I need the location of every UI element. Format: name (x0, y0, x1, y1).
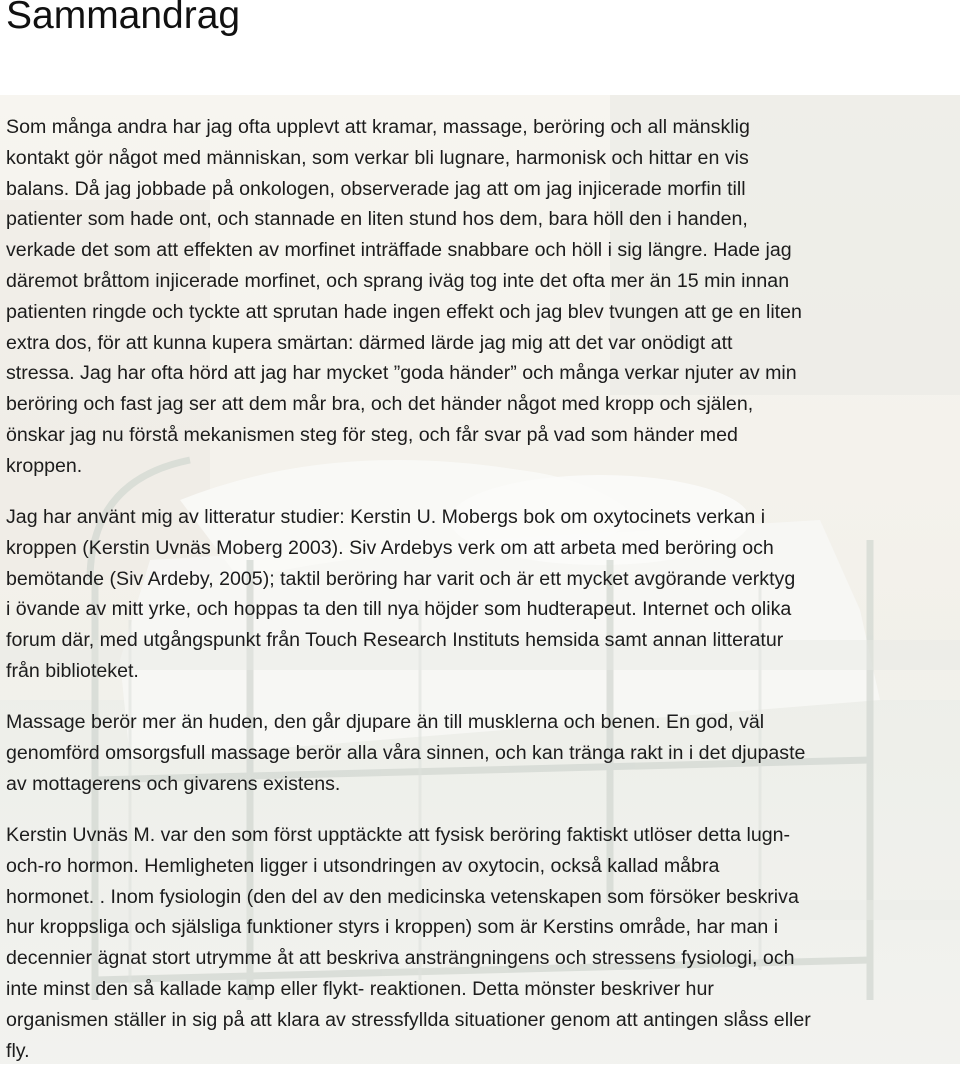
paragraph-method (6, 502, 956, 687)
text-line: kroppen. (6, 454, 83, 477)
text-line: stressa. Jag har ofta hörd att jag har mycket ”goda händer” och många verkar njuter av min (6, 362, 797, 385)
text-line: Som många andra har jag ofta upplevt att kramar, massage, beröring och all mänsklig (6, 116, 750, 138)
page-title: Sammandrag (6, 0, 241, 37)
text-line: organismen ställer in sig på att klara av stressfyllda situationer genom att antingen slåss eller (6, 1008, 811, 1031)
text-line: däremot bråttom injicerade morfinet, och sprang iväg tog inte det ofta mer än 15 min innan (6, 269, 790, 292)
paragraph-oxytocin (6, 820, 956, 1066)
text-line: balans. Då jag jobbade på onkologen, observerade jag att om jag injicerade morfin till (6, 177, 746, 200)
text-line: av mottagerens och givarens existens. (6, 772, 341, 795)
paragraph-intro (6, 112, 956, 482)
text-line: hur kroppsliga och själsliga funktioner styrs i kroppen) som är Kerstins område, har man i (6, 916, 779, 939)
text-line: Jag har använt mig av litteratur studier: Kerstin U. Mobergs bok om oxytocinets verkan i (6, 506, 766, 528)
text-line: från biblioteket. (6, 659, 139, 682)
text-line: patienten ringde och tyckte att sprutan hade ingen effekt och jag blev tvungen att ge en liten (6, 300, 802, 323)
text-line: inte minst den så kallade kamp eller flykt- reaktionen. Detta mönster beskriver hur (6, 977, 714, 1000)
text-line: bemötande (Siv Ardeby, 2005); taktil beröring har varit och är ett mycket avgörande verktyg (6, 567, 796, 590)
text-line: forum där, med utgångspunkt från Touch Research Instituts hemsida samt annan litteratur (6, 629, 784, 652)
paragraph-massage (6, 707, 956, 799)
text-line: önskar jag nu förstå mekanismen steg för steg, och får svar på vad som händer med (6, 423, 738, 446)
text-line: kontakt gör något med människan, som verkar bli lugnare, harmonisk och hittar en vis (6, 146, 749, 169)
text-line: Kerstin Uvnäs M. var den som först upptäckte att fysisk beröring faktiskt utlöser detta lugn- (6, 824, 791, 846)
text-line: beröring och fast jag ser att dem mår bra, och det händer något med kropp och själen, (6, 393, 754, 416)
text-line: hormonet. . Inom fysiologin (den del av den medicinska vetenskapen som försöker beskriva (6, 885, 799, 908)
text-line: och-ro hormon. Hemligheten ligger i utsondringen av oxytocin, också kallad måbra (6, 854, 720, 877)
text-line: decennier ägnat stort utrymme åt att beskriva ansträngningens och stressens fysiologi, och (6, 947, 795, 970)
text-line: patienter som hade ont, och stannade en liten stund hos dem, bara höll den i handen, (6, 208, 748, 231)
text-line: genomförd omsorgsfull massage berör alla våra sinnen, och kan tränga rakt in i det djupaste (6, 741, 806, 764)
text-line: kroppen (Kerstin Uvnäs Moberg 2003). Siv Ardebys verk om att arbeta med beröring och (6, 536, 774, 559)
text-line: extra dos, för att kunna kupera smärtan: därmed lärde jag mig att det var onödigt att (6, 331, 733, 354)
text-line: i övande av mitt yrke, och hoppas ta den till nya höjder som hudterapeut. Internet och olika (6, 598, 792, 621)
text-line: fly. (6, 1039, 30, 1062)
text-line: Massage berör mer än huden, den går djupare än till musklerna och benen. En god, väl (6, 711, 765, 733)
text-line: verkade det som att effekten av morfinet inträffade snabbare och höll i sig längre. Hade jag (6, 239, 792, 262)
